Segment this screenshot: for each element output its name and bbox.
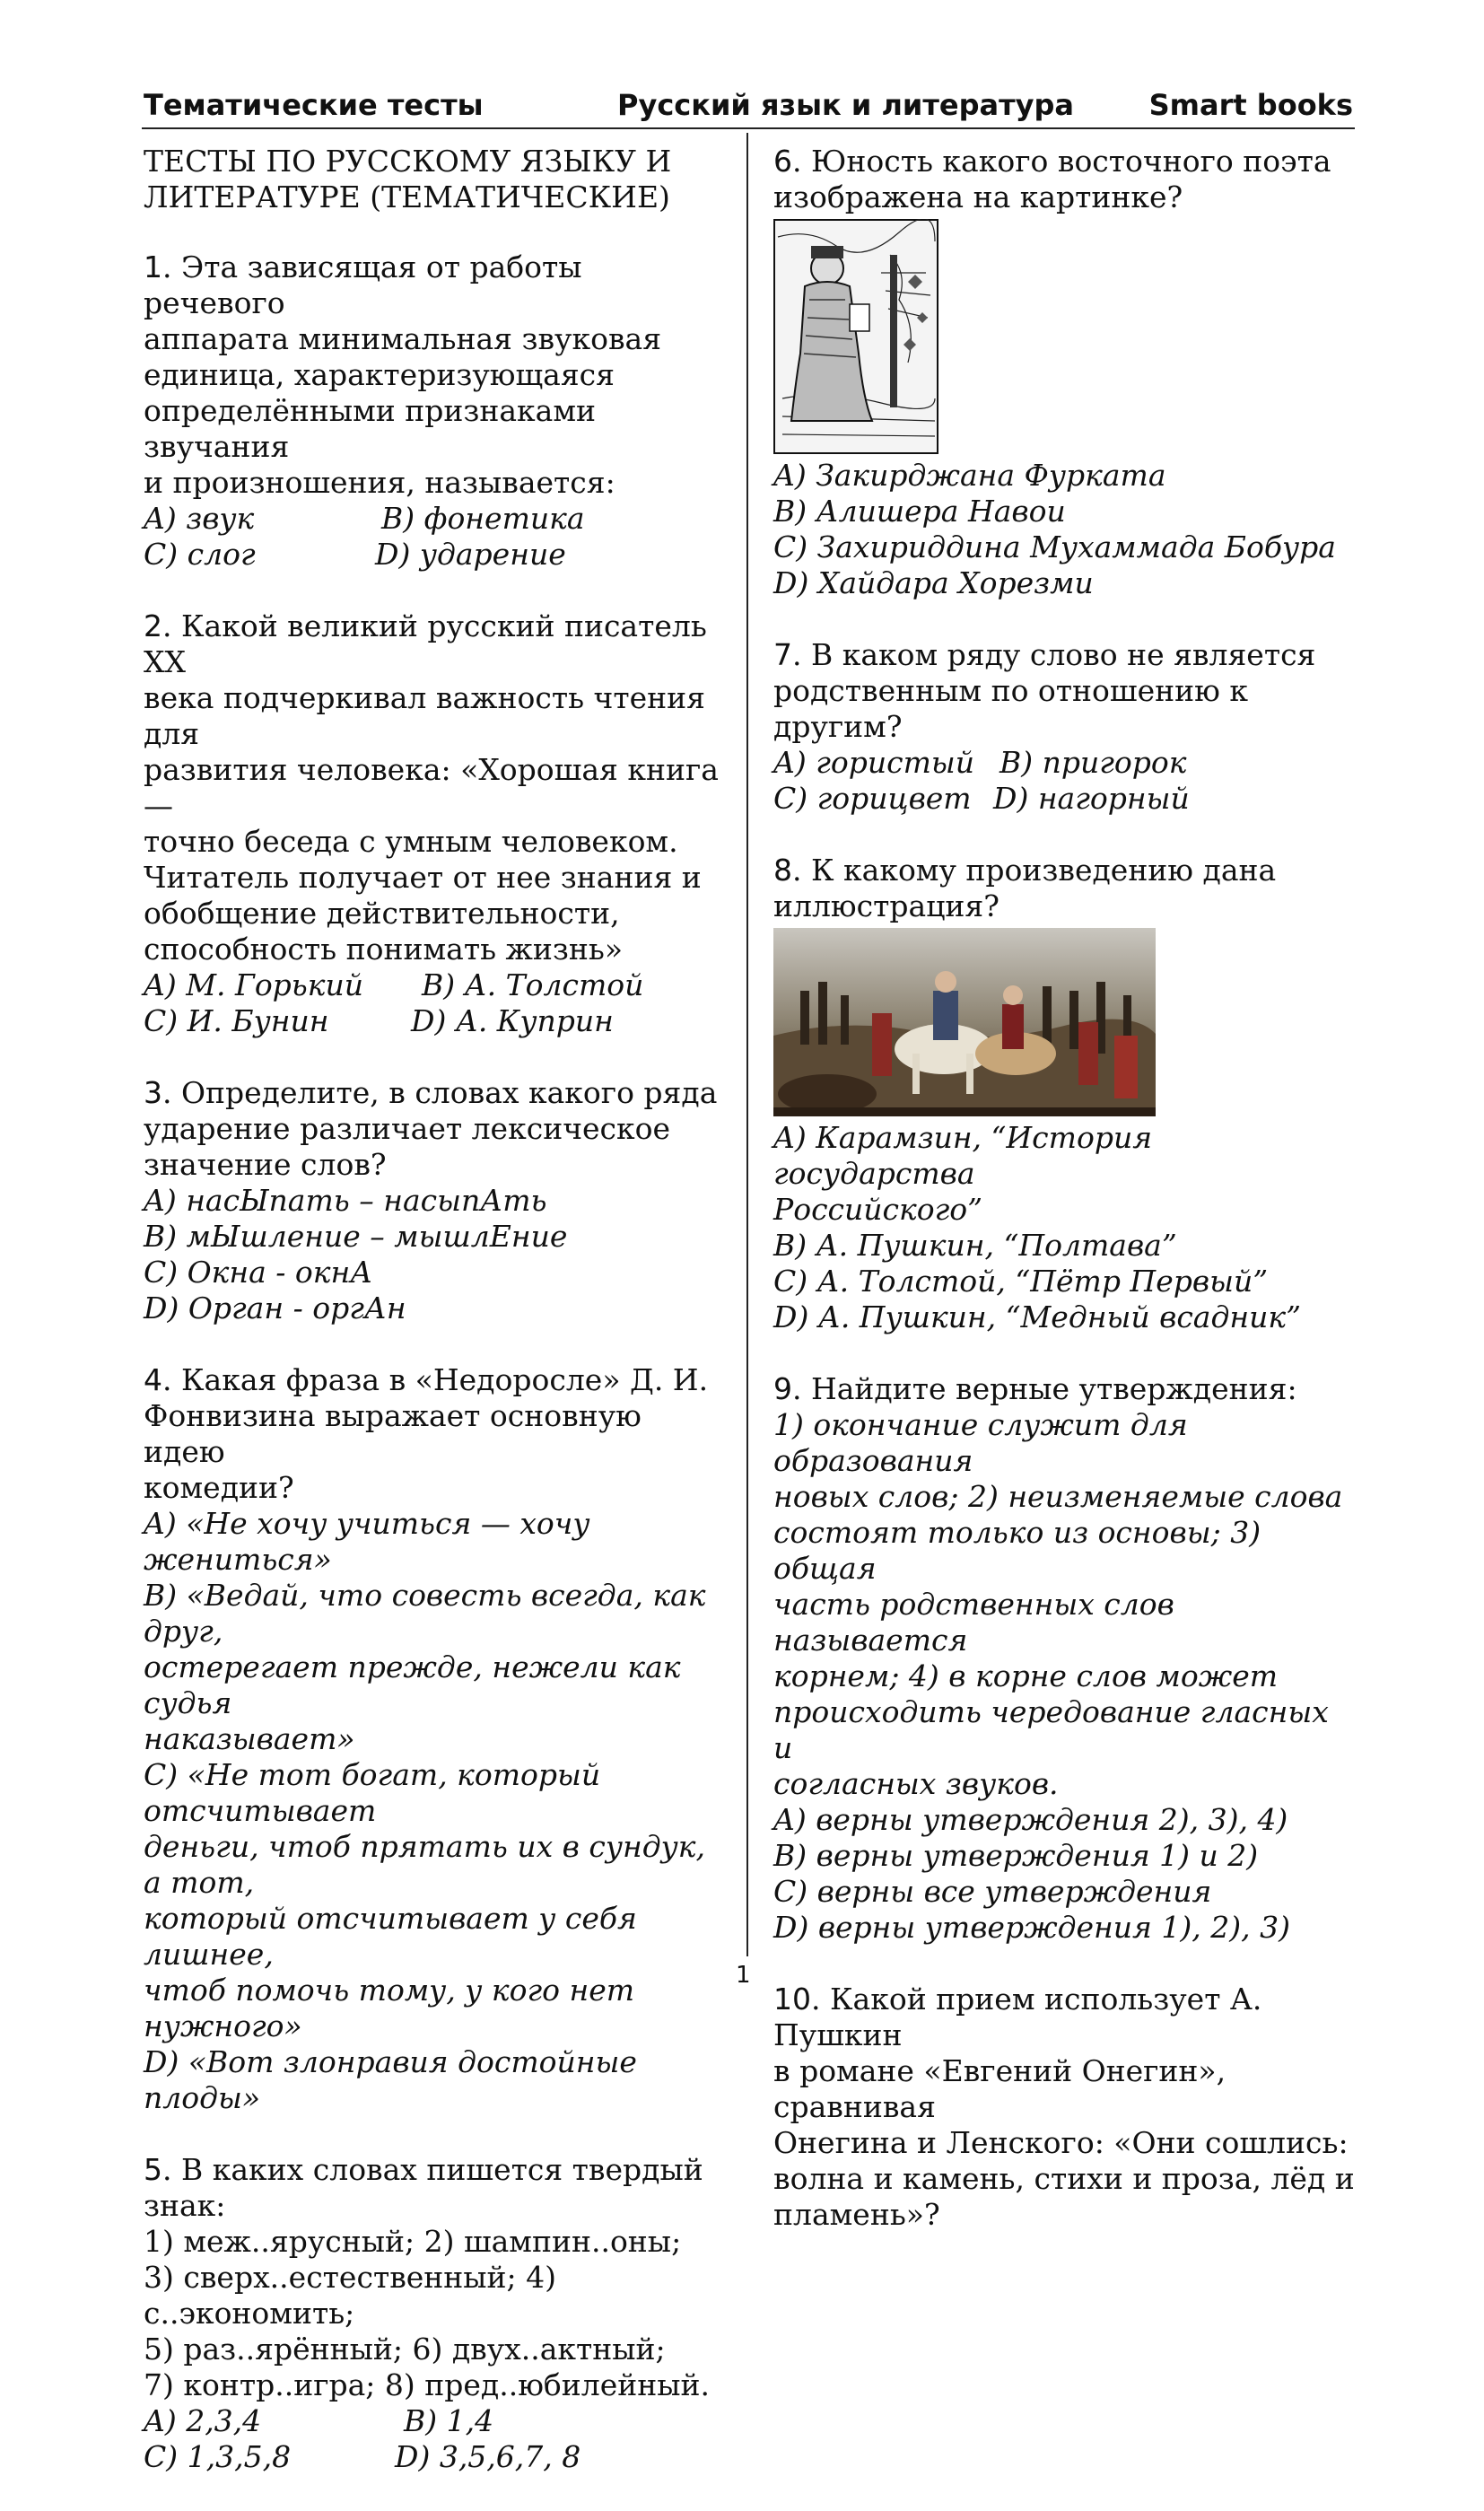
option-d: D) верны утверждения 1), 2), 3) — [773, 1910, 1290, 1945]
option-c: C) И. Бунин — [144, 1003, 329, 1038]
question-text: 3. Определите, в словах какого ряда — [144, 1075, 718, 1110]
question-line: определёнными признаками звучания — [144, 393, 597, 464]
question-text: 8. К какому произведению дана — [773, 853, 1277, 888]
question-4 — [144, 1362, 727, 2116]
option-b: B) верны утверждения 1) и 2) — [773, 1838, 1259, 1873]
statement-line: корнем; 4) в корне слов может — [773, 1658, 1279, 1693]
option-row — [144, 967, 727, 1003]
header-left: Тематические тесты — [144, 88, 484, 122]
question-number: 2 — [144, 608, 162, 643]
statement-line: новых слов; 2) неизменяемые слова — [773, 1479, 1343, 1514]
option-a-line: Российского” — [773, 1192, 983, 1227]
option-c-line: деньги, чтоб прятать их в сундук, а тот, — [144, 1829, 705, 1900]
question-line: К какому произведению дана — [810, 853, 1277, 888]
question-line: Юность какого восточного поэта — [810, 144, 1331, 179]
option-d: D) ударение — [375, 537, 566, 572]
question-line: обобщение действительности, — [144, 896, 620, 931]
option-d: D) А. Пушкин, “Медный всадник” — [773, 1299, 1301, 1334]
option-d: D) Хайдара Хорезми — [773, 565, 1094, 600]
question-8 — [773, 853, 1357, 1335]
option-c-line: чтоб помочь тому, у кого нет нужного» — [144, 1973, 635, 2043]
question-text: 2. Какой великий русский писатель XX — [144, 608, 707, 679]
question-line: пламень»? — [773, 2197, 940, 2232]
question-line: аппарата минимальная звуковая — [144, 321, 662, 356]
question-10 — [773, 1982, 1357, 2233]
option-b: B) пригорок — [1000, 745, 1187, 780]
option-row — [144, 2439, 727, 2475]
option-b: B) мЫшление – мышлЕние — [144, 1219, 568, 1254]
question-line: Эта зависящая от работы речевого — [144, 249, 582, 320]
header-rule — [142, 127, 1355, 129]
question-number: 9 — [773, 1371, 792, 1406]
question-line: точно беседа с умным человеком. — [144, 824, 678, 859]
title-line: ЛИТЕРАТУРЕ (ТЕМАТИЧЕСКИЕ) — [144, 179, 670, 214]
option-a: A) гористый — [773, 745, 975, 780]
option-d: D) Орган - оргАн — [144, 1290, 406, 1325]
question-line: комедии? — [144, 1470, 294, 1505]
column-divider — [746, 133, 748, 1956]
question-line: Фонвизина выражает основную идею — [144, 1398, 642, 1469]
question-line: Какой великий русский писатель XX — [144, 608, 707, 679]
right-column — [773, 144, 1357, 2269]
statement-line: 1) окончание служит для образования — [773, 1407, 1188, 1478]
question-text: 7. В каком ряду слово не является — [773, 637, 1316, 672]
question-line: Найдите верные утверждения: — [810, 1371, 1297, 1406]
option-b-line: наказывает» — [144, 1721, 355, 1756]
question-line: знак: — [144, 2188, 226, 2223]
question-line: развития человека: «Хорошая книга — — [144, 752, 719, 823]
question-text: 5. В каких словах пишется твердый — [144, 2152, 703, 2187]
question-line: в романе «Евгений Онегин», сравнивая — [773, 2053, 1226, 2124]
page-number: 1 — [736, 1962, 751, 1989]
question-3 — [144, 1075, 727, 1326]
question-number: 1 — [144, 249, 162, 284]
question-line: В каких словах пишется твердый — [180, 2152, 703, 2187]
header-center: Русский язык и литература — [617, 88, 1074, 122]
option-row — [144, 537, 727, 573]
question-2 — [144, 608, 727, 1039]
option-c: C) горицвет — [773, 781, 972, 816]
question-line: значение слов? — [144, 1147, 387, 1182]
option-c: C) «Не тот богат, который отсчитывает — [144, 1757, 601, 1828]
question-line: изображена на картинке? — [773, 179, 1183, 214]
option-b: B) 1,4 — [404, 2403, 494, 2438]
battle-painting-image — [773, 928, 1357, 1116]
question-line: века подчеркивал важность чтения для — [144, 680, 705, 751]
option-row — [773, 781, 1357, 817]
question-line: Определите, в словах какого ряда — [180, 1075, 718, 1110]
question-text: 6. Юность какого восточного поэта — [773, 144, 1331, 179]
option-b: B) А. Пушкин, “Полтава” — [773, 1228, 1177, 1263]
question-number: 7 — [773, 637, 792, 672]
question-number: 4 — [144, 1362, 162, 1397]
option-d: D) А. Куприн — [411, 1003, 614, 1038]
option-c-line: который отсчитывает у себя лишнее, — [144, 1901, 637, 1972]
header-right: Smart books — [1148, 88, 1353, 122]
option-d: D) 3,5,6,7, 8 — [395, 2439, 581, 2474]
question-text: 1. Эта зависящая от работы речевого — [144, 249, 582, 320]
left-column — [144, 144, 727, 2511]
option-c: C) Окна - окнА — [144, 1255, 373, 1290]
question-9 — [773, 1371, 1357, 1946]
option-row — [773, 745, 1357, 781]
question-line: ударение различает лексическое — [144, 1111, 671, 1146]
statement-line: состоят только из основы; 3) общая — [773, 1515, 1261, 1586]
option-a: A) М. Горький — [144, 967, 363, 1002]
option-row — [144, 1003, 727, 1039]
word-list-line: 1) меж..ярусный; 2) шампин..оны; — [144, 2224, 682, 2259]
poet-engraving-image — [773, 219, 1357, 454]
question-line: Какая фраза в «Недоросле» Д. И. — [180, 1362, 709, 1397]
option-a: A) 2,3,4 — [144, 2403, 262, 2438]
option-row — [144, 2403, 727, 2439]
option-c: C) А. Толстой, “Пётр Первый” — [773, 1264, 1269, 1299]
option-b: B) фонетика — [381, 501, 585, 536]
word-list-line: 7) контр..игра; 8) пред..юбилейный. — [144, 2367, 711, 2402]
page-title — [144, 144, 727, 215]
question-line: единица, характеризующаяся — [144, 357, 615, 392]
question-number: 8 — [773, 853, 792, 888]
option-a: A) Закирджана Фурката — [773, 458, 1166, 493]
option-a: A) «Не хочу учиться — хочу жениться» — [144, 1506, 590, 1577]
option-c: C) верны все утверждения — [773, 1874, 1212, 1909]
question-text: 9. Найдите верные утверждения: — [773, 1371, 1297, 1406]
option-row — [144, 501, 727, 537]
question-line: способность понимать жизнь» — [144, 932, 624, 967]
word-list-line: 3) сверх..естественный; 4) с..экономить; — [144, 2260, 557, 2331]
word-list-line: 5) раз..ярённый; 6) двух..актный; — [144, 2332, 666, 2367]
option-a: A) звук — [144, 501, 255, 536]
option-c: C) слог — [144, 537, 256, 572]
question-number: 3 — [144, 1075, 162, 1110]
question-line: Онегина и Ленского: «Они сошлись: — [773, 2125, 1349, 2160]
option-c: C) 1,3,5,8 — [144, 2439, 292, 2474]
option-b: B) А. Толстой — [422, 967, 644, 1002]
question-text: 4. Какая фраза в «Недоросле» Д. И. — [144, 1362, 709, 1397]
question-5 — [144, 2152, 727, 2475]
option-a: A) насЫпать – насыпАть — [144, 1183, 547, 1218]
statement-line: происходить чередование гласных и — [773, 1694, 1329, 1765]
page-header — [144, 88, 1353, 127]
question-line: иллюстрация? — [773, 888, 1000, 923]
question-line: В каком ряду слово не является — [810, 637, 1316, 672]
question-line: и произношения, называется: — [144, 465, 615, 500]
question-number: 5 — [144, 2152, 162, 2187]
title-line: ТЕСТЫ ПО РУССКОМУ ЯЗЫКУ И — [144, 144, 672, 179]
option-d: D) нагорный — [993, 781, 1190, 816]
question-6 — [773, 144, 1357, 601]
question-7 — [773, 637, 1357, 817]
statement-line: согласных звуков. — [773, 1766, 1059, 1801]
question-text: 10. Какой прием использует А. Пушкин — [773, 1982, 1262, 2052]
option-b: B) «Ведай, что совесть всегда, как друг, — [144, 1578, 706, 1649]
question-number: 6 — [773, 144, 792, 179]
question-1 — [144, 249, 727, 573]
question-number: 10 — [773, 1982, 811, 2017]
option-c: C) Захириддина Мухаммада Бобура — [773, 529, 1336, 564]
option-b: B) Алишера Навои — [773, 494, 1066, 529]
question-line: Читатель получает от нее знания и — [144, 860, 702, 895]
option-a: A) Карамзин, “История государства — [773, 1120, 1153, 1191]
option-d: D) «Вот злонравия достойные плоды» — [144, 2044, 637, 2115]
option-a: A) верны утверждения 2), 3), 4) — [773, 1802, 1288, 1837]
option-b-line: остерегает прежде, нежели как судья — [144, 1649, 681, 1720]
question-line: родственным по отношению к другим? — [773, 673, 1248, 744]
statement-line: часть родственных слов называется — [773, 1587, 1174, 1658]
question-line: Какой прием использует А. Пушкин — [773, 1982, 1262, 2052]
question-line: волна и камень, стихи и проза, лёд и — [773, 2161, 1355, 2196]
